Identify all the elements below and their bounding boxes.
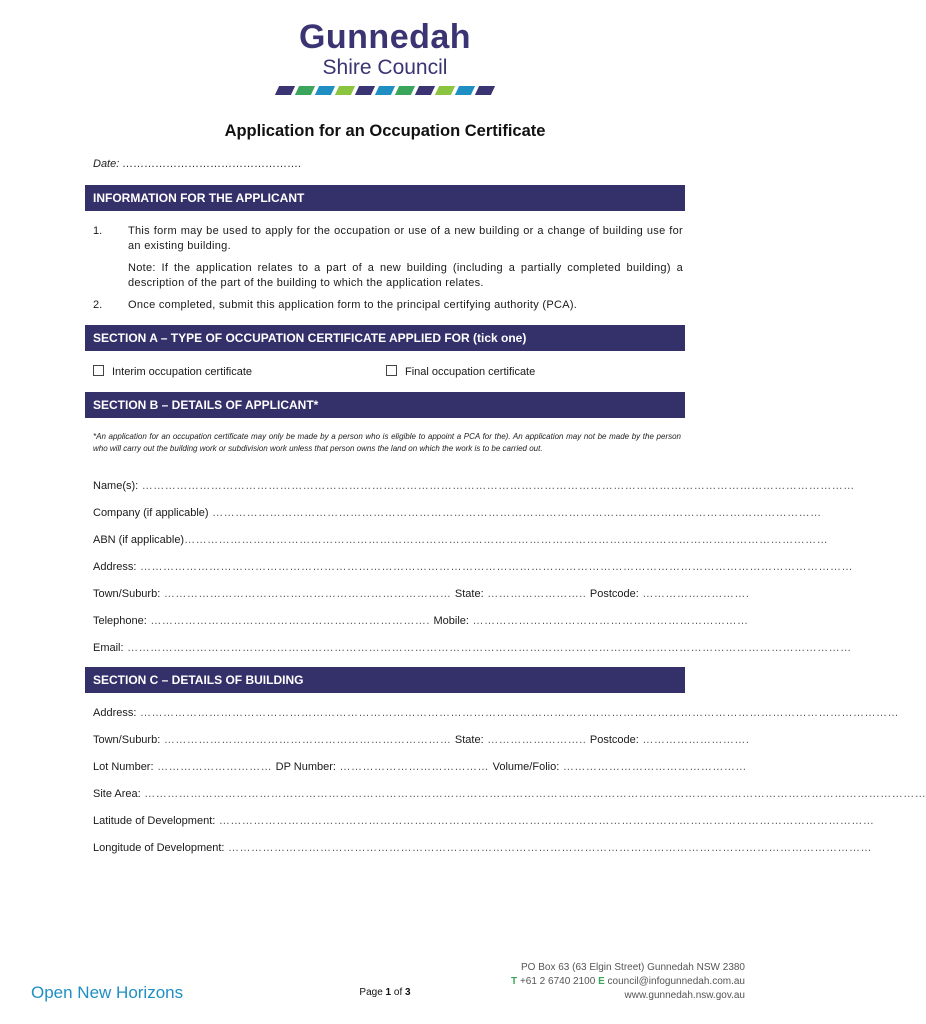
field-label: Name(s): — [93, 480, 139, 492]
field-label: Longitude of Development: — [93, 842, 225, 854]
option-label: Interim occupation certificate — [112, 366, 253, 378]
footer-tagline: Open New Horizons — [31, 983, 184, 1002]
field-label: DP Number: — [275, 761, 336, 773]
option-label: Final occupation certificate — [405, 366, 536, 378]
checkbox-icon[interactable] — [386, 365, 397, 376]
date-field[interactable]: Date: …………………………………………. — [93, 158, 302, 170]
item-text: Once completed, submit this application form to the principal certifying authority (PCA). — [128, 299, 578, 311]
logo-stripe — [475, 86, 495, 95]
field-label: Address: — [93, 561, 137, 573]
checkbox-icon[interactable] — [93, 365, 104, 376]
interim-certificate-option[interactable] — [93, 365, 252, 378]
field-label: Postcode: — [589, 734, 639, 746]
website: www.gunnedah.nsw.gov.au — [624, 990, 745, 1001]
info-item-1 — [93, 224, 683, 254]
contact-line — [470, 975, 745, 989]
latitude-field[interactable]: Latitude of Development: ……………………………………………………………………………………………………………………………………………………… — [93, 815, 875, 827]
logo-stripe — [355, 86, 375, 95]
field-label: Town/Suburb: — [93, 734, 161, 746]
longitude-field[interactable]: Longitude of Development: …………………………………………………………………………………………………………………………………………………… — [93, 842, 873, 854]
logo-subtitle: Shire Council — [322, 56, 448, 79]
item-number: 1. — [93, 225, 103, 237]
council-logo — [0, 18, 770, 96]
name-field[interactable]: Name(s): …………………………………………………………………………………………………………………………………………………………………… — [93, 480, 855, 492]
phone-number: +61 2 6740 2100 — [519, 976, 596, 987]
form-title: Application for an Occupation Certificate — [224, 122, 546, 140]
field-label: Town/Suburb: — [93, 588, 161, 600]
building-address-field[interactable]: Address: ……………………………………………………………………………………………………………………………………………………………………………… — [93, 707, 899, 719]
email-label: E — [598, 976, 605, 987]
page-total: 3 — [405, 987, 411, 998]
section-b-heading: SECTION B – DETAILS OF APPLICANT* — [85, 392, 685, 418]
logo-stripe — [435, 86, 455, 95]
postal-address: PO Box 63 (63 Elgin Street) Gunnedah NSW 2380 — [520, 962, 745, 973]
page-of: of — [393, 987, 403, 998]
footer-contact — [470, 961, 745, 1003]
field-label: Latitude of Development: — [93, 815, 216, 827]
field-label: Volume/Folio: — [492, 761, 560, 773]
applicant-town-state-postcode[interactable]: Town/Suburb: ………………………………………………………………… State: …………………….. Postcode: ………………………. — [93, 588, 750, 600]
logo-stripe — [455, 86, 475, 95]
logo-stripe — [275, 86, 295, 95]
logo-stripe — [335, 86, 355, 95]
field-label: State: — [454, 734, 484, 746]
logo-stripe — [375, 86, 395, 95]
note-text: Note: If the application relates to a part of a new building (including a partially completed building) a description of the part of the building to which the application relates. — [128, 262, 683, 289]
telephone-mobile-field[interactable]: Telephone: ………………………………………………………………. Mobile: ……………………………………………………………… — [93, 615, 749, 627]
logo-wordmark: Gunnedah — [298, 18, 472, 56]
item-number: 2. — [93, 299, 103, 311]
info-section-heading: INFORMATION FOR THE APPLICANT — [85, 185, 685, 211]
building-town-state-postcode[interactable]: Town/Suburb: ………………………………………………………………… State: …………………….. Postcode: ………………………. — [93, 734, 750, 746]
phone-label: T — [511, 976, 518, 987]
lot-dp-volume-field[interactable]: Lot Number: ………………………… DP Number: ………………………………… Volume/Folio: ………………………………………… — [93, 761, 747, 773]
email-address: council@infogunnedah.com.au — [607, 976, 745, 987]
field-label: Site Area: — [93, 788, 141, 800]
field-label: Company (if applicable) — [93, 507, 209, 519]
logo-stripes — [274, 86, 496, 96]
email-field[interactable]: Email: ……………………………………………………………………………………………………………………………………………………………………… — [93, 642, 852, 654]
page-current: 1 — [385, 987, 392, 998]
info-note — [93, 261, 683, 291]
eligibility-note: *An application for an occupation certificate may only be made by a person who is eligible to appoint a PCA for the). An application may not be made by the person who will carry out the building work or subdivision work unless that person owns the land on which the work is to be carried out. — [93, 432, 681, 453]
field-label: Address: — [93, 707, 137, 719]
logo-stripe — [395, 86, 415, 95]
logo-stripe — [415, 86, 435, 95]
field-label: State: — [454, 588, 484, 600]
logo-stripe — [295, 86, 315, 95]
field-label: Email: — [93, 642, 124, 654]
field-label: ABN (if applicable) — [93, 534, 185, 546]
site-area-field[interactable]: Site Area: …………………………………………………………………………………………………………………………………………………………………………………… — [93, 788, 926, 800]
field-label: Postcode: — [589, 588, 639, 600]
company-field[interactable]: Company (if applicable) …………………………………………………………………………………………………………………………………………… — [93, 507, 822, 519]
field-label: Telephone: — [93, 615, 147, 627]
section-a-heading: SECTION A – TYPE OF OCCUPATION CERTIFICATE APPLIED FOR (tick one) — [85, 325, 685, 351]
info-item-2 — [93, 298, 683, 313]
item-text: This form may be used to apply for the occupation or use of a new building or a change of building use for an existing building. — [128, 225, 683, 252]
page-prefix: Page — [359, 987, 383, 998]
field-label: Mobile: — [433, 615, 469, 627]
logo-stripe — [315, 86, 335, 95]
section-c-heading: SECTION C – DETAILS OF BUILDING — [85, 667, 685, 693]
applicant-address-field[interactable]: Address: …………………………………………………………………………………………………………………………………………………………………… — [93, 561, 853, 573]
final-certificate-option[interactable] — [386, 365, 535, 378]
abn-field[interactable]: ABN (if applicable)…………………………………………………………………………………………………………………………………………………… — [93, 534, 829, 546]
field-label: Lot Number: — [93, 761, 154, 773]
